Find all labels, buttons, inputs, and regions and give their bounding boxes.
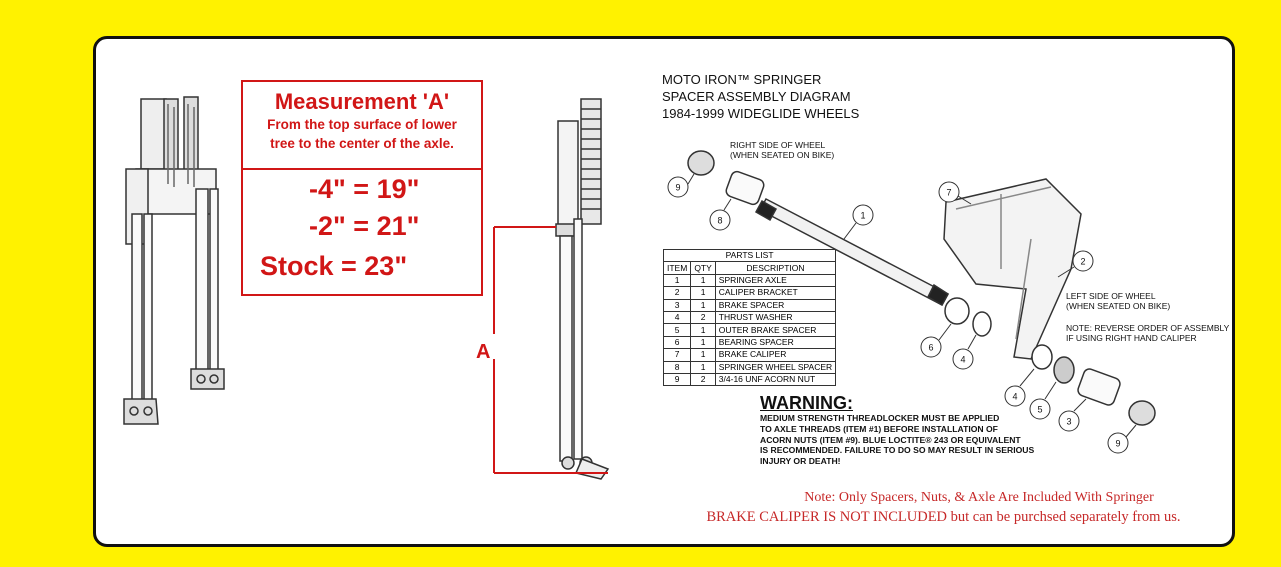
parts-description-cell: BRAKE CALIPER (715, 349, 835, 361)
parts-list-table (663, 249, 836, 386)
reverse-note-line-1: NOTE: REVERSE ORDER OF ASSEMBLY (1066, 323, 1230, 333)
header-description: DESCRIPTION (715, 262, 835, 274)
parts-description-cell: SPRINGER WHEEL SPACER (715, 361, 835, 373)
left-side-note (1066, 291, 1170, 311)
footer-note-line-1: Note: Only Spacers, Nuts, & Axle Are Included With Springer (804, 490, 1154, 505)
parts-item-cell: 2 (664, 287, 691, 299)
parts-description-cell: BEARING SPACER (715, 336, 835, 348)
callout-5: 5 (1037, 404, 1043, 415)
diagram-title-line-3: 1984-1999 WIDEGLIDE WHEELS (662, 106, 860, 121)
parts-qty-cell: 2 (691, 311, 715, 323)
parts-qty-cell: 1 (691, 299, 715, 311)
warning-heading: WARNING: (760, 393, 853, 413)
diagram-title-line-1: MOTO IRON™ SPRINGER (662, 72, 822, 87)
measurement-value-1: -4" = 19" (309, 174, 420, 204)
measurement-subtitle-2: tree to the center of the axle. (270, 136, 454, 151)
parts-row (664, 361, 836, 373)
diagram-title (662, 71, 859, 122)
parts-description-cell: 3/4-16 UNF ACORN NUT (715, 373, 835, 385)
parts-qty-cell: 1 (691, 336, 715, 348)
springer-front-view-drawing (124, 97, 224, 424)
parts-row (664, 311, 836, 323)
left-side-note-line-2: (WHEN SEATED ON BIKE) (1066, 301, 1171, 311)
warning-line-2: TO AXLE THREADS (ITEM #1) BEFORE INSTALLATION OF (760, 423, 998, 434)
dimension-a-line (494, 227, 608, 473)
parts-description-cell: THRUST WASHER (715, 311, 835, 323)
footer-note-line-2: BRAKE CALIPER IS NOT INCLUDED but can be purchsed separately from us. (706, 509, 1181, 525)
measurement-title: Measurement 'A' (274, 89, 450, 114)
springer-side-view-drawing (556, 99, 608, 479)
header-qty: QTY (691, 262, 715, 274)
header-item: ITEM (664, 262, 691, 274)
callout-9b: 9 (1115, 438, 1121, 449)
parts-row (664, 336, 836, 348)
warning-line-3: ACORN NUTS (ITEM #9). BLUE LOCTITE® 243 OR EQUIVALENT (760, 434, 1021, 445)
parts-list-caption: PARTS LIST (664, 250, 836, 262)
parts-item-cell: 5 (664, 324, 691, 336)
callout-6: 6 (928, 342, 934, 353)
parts-description-cell: SPRINGER AXLE (715, 274, 835, 286)
parts-qty-cell: 1 (691, 361, 715, 373)
parts-qty-cell: 2 (691, 373, 715, 385)
measurement-divider (243, 168, 481, 170)
parts-qty-cell: 1 (691, 324, 715, 336)
callout-3: 3 (1066, 416, 1072, 427)
diagram-title-line-2: SPACER ASSEMBLY DIAGRAM (662, 89, 851, 104)
parts-description-cell: BRAKE SPACER (715, 299, 835, 311)
reverse-note-line-2: IF USING RIGHT HAND CALIPER (1066, 333, 1197, 343)
callout-2: 2 (1080, 256, 1086, 267)
parts-item-cell: 4 (664, 311, 691, 323)
dimension-a-label: A (476, 341, 491, 363)
parts-item-cell: 8 (664, 361, 691, 373)
callout-4b: 4 (1012, 391, 1018, 402)
parts-row (664, 349, 836, 361)
warning-line-5: INJURY OR DEATH! (760, 456, 841, 467)
callout-4a: 4 (960, 354, 966, 365)
parts-description-cell: OUTER BRAKE SPACER (715, 324, 835, 336)
right-side-note-line-1: RIGHT SIDE OF WHEEL (730, 140, 826, 150)
right-side-note (730, 140, 834, 160)
parts-row (664, 324, 836, 336)
parts-row (664, 299, 836, 311)
warning-line-1: MEDIUM STRENGTH THREADLOCKER MUST BE APPLIED (760, 413, 1000, 423)
warning-body (760, 413, 1080, 467)
parts-qty-cell: 1 (691, 287, 715, 299)
reverse-order-note (1066, 323, 1229, 343)
parts-item-cell: 1 (664, 274, 691, 286)
parts-qty-cell: 1 (691, 274, 715, 286)
parts-row (664, 287, 836, 299)
warning-line-4: IS RECOMMENDED. FAILURE TO DO SO MAY RESULT IN SERIOUS (760, 445, 1035, 456)
left-side-note-line-1: LEFT SIDE OF WHEEL (1066, 291, 1156, 301)
parts-item-cell: 3 (664, 299, 691, 311)
measurement-subtitle-1: From the top surface of lower (267, 117, 457, 132)
parts-item-cell: 7 (664, 349, 691, 361)
callout-9a: 9 (675, 182, 681, 193)
parts-item-cell: 6 (664, 336, 691, 348)
measurement-box (241, 80, 483, 296)
measurement-value-3: Stock = 23" (260, 251, 408, 281)
callout-8: 8 (717, 215, 723, 226)
callout-1: 1 (860, 210, 866, 221)
parts-row (664, 274, 836, 286)
callout-7: 7 (946, 187, 952, 198)
diagram-card (93, 36, 1235, 547)
parts-item-cell: 9 (664, 373, 691, 385)
right-side-note-line-2: (WHEN SEATED ON BIKE) (730, 150, 835, 160)
parts-description-cell: CALIPER BRACKET (715, 287, 835, 299)
parts-row (664, 373, 836, 385)
parts-qty-cell: 1 (691, 349, 715, 361)
measurement-value-2: -2" = 21" (309, 211, 420, 241)
